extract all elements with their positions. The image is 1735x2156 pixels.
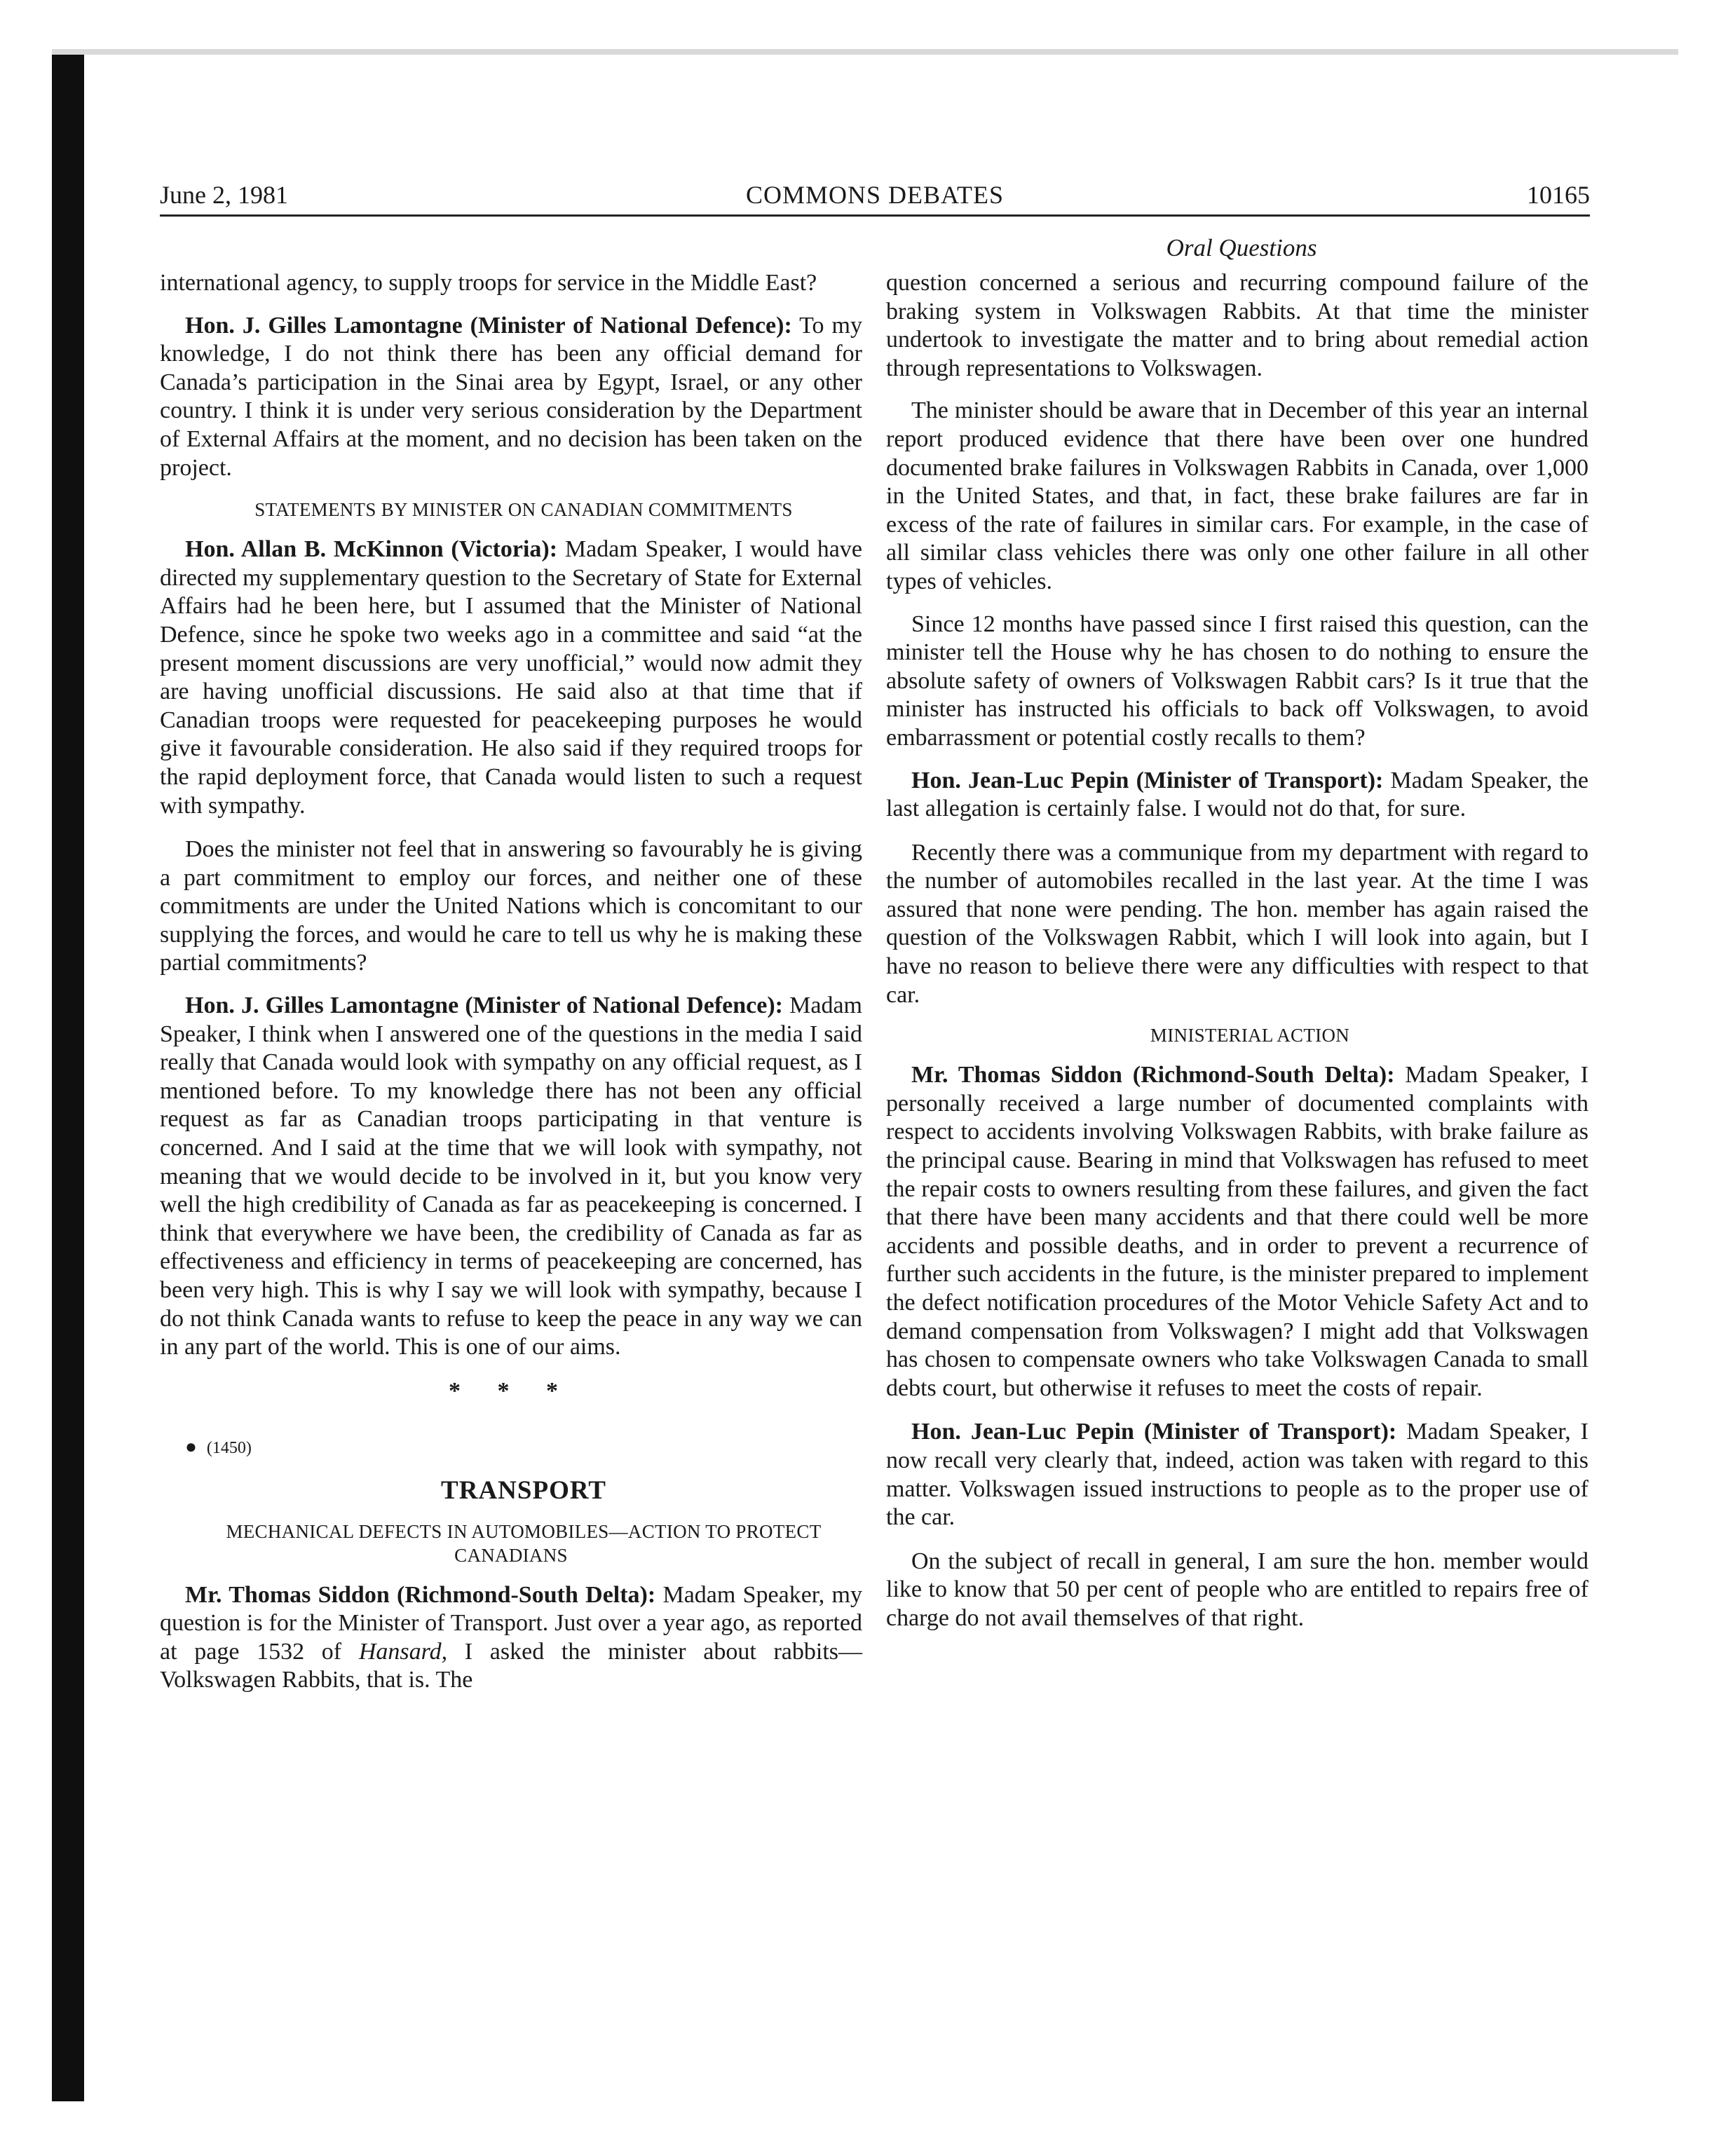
paragraph: The minister should be aware that in December of this year an internal report produced evidence that there have been over one hundred documented brake failures in Volkswagen Rabbits in Canada, over 1,000 in the United States, and that, in fact, these brake failures are far in excess of the rate of failures in similar cars. For example, in the case of all similar class vehicles there was only one other failure in all other types of vehicles. <box>886 397 1588 594</box>
speech-text: Madam Speaker, I think when I answered one of the questions in the media I said really that Canada would look with sympathy on any official request, as I mentioned before. To my knowledge there has not been any official request as far as Canadian troops participating in that venture is concerned. And I said at the time that we will look with sympathy, not meaning that we would decide to be involved in it, but you know very well the high credibility of Canada as far as peacekeeping is concerned. I think that everywhere we have been, the credibility of Canada as far as effectiveness and efficiency in terms of peacekeeping are concerned, has been very high. This is why I say we will look with sympathy, because I do not think Canada wants to refuse to keep the peace in any way we can in any part of the world. This is one of our aims. <box>160 992 863 1360</box>
speaker-name: Hon. J. Gilles Lamontagne (Minister of National Defence): <box>185 992 783 1019</box>
section-separator: * * * <box>449 1377 573 1404</box>
speech-text: I asked the minister about rabbits—Volkswagen Rabbits, that is. The <box>160 1638 862 1693</box>
speech-text: Madam Speaker, the last allegation is certainly false. I would not do that, for sure. <box>886 767 1588 822</box>
section-heading: TRANSPORT <box>441 1475 606 1505</box>
speaker-name: Mr. Thomas Siddon (Richmond-South Delta): <box>911 1062 1395 1089</box>
speech-paragraph <box>160 1581 862 1695</box>
scan-binding-edge <box>52 50 84 2101</box>
speech-paragraph <box>886 1061 1588 1403</box>
paragraph: question concerned a serious and recurring compound failure of the braking system in Volkswagen Rabbits. At that time the minister undertook to investigate the matter and to bring about remedial action through representations to Volkswagen. <box>886 270 1588 381</box>
header-rule <box>160 214 1590 217</box>
italic-citation: Hansard, <box>358 1638 448 1665</box>
paragraph: Since 12 months have passed since I first raised this question, can the minister tell the House why he has chosen to do nothing to ensure the absolute safety of owners of Volkswagen Rabbit cars? Is it true that the minister has instructed his officials to back off Volkswagen, to avoid embarrassment or potential costly recalls to them? <box>886 610 1588 751</box>
speaker-name: Hon. Jean-Luc Pepin (Minister of Transport): <box>911 1419 1397 1445</box>
speech-paragraph <box>886 1418 1588 1531</box>
paragraph: On the subject of recall in general, I am sure the hon. member would like to know that 50 per cent of people who are entitled to repairs free of charge do not avail themselves of that right. <box>886 1548 1588 1631</box>
header-date: June 2, 1981 <box>160 181 288 209</box>
speech-text: Madam Speaker, I personally received a large number of documented complaints with respect to accidents involving Volkswagen Rabbits, with brake failure as the principal cause. Bearing in mind that Volkswagen has refused to meet the repair costs to owners resulting from these failures, and given the fact that there have been many accidents and that there could well be more accidents and possible deaths, and in order to prevent a recurrence of further such accidents in the future, is the minister prepared to implement the defect notification procedures of the Motor Vehicle Safety Act and to demand compensation from Volkswagen? I might add that Volkswagen has chosen to compensate owners who take Volkswagen Canada to small debts court, but otherwise it refuses to meet the costs of repair. <box>886 1062 1589 1401</box>
speech-paragraph <box>160 312 862 483</box>
speaker-name: Mr. Thomas Siddon (Richmond-South Delta): <box>185 1581 656 1608</box>
running-header <box>160 175 1590 214</box>
timestamp-text: (1450) <box>206 1439 252 1458</box>
bullet-icon: ● <box>185 1436 197 1459</box>
speech-text: To my knowledge, I do not think there has been any official demand for Canada’s participation in the Sinai area by Egypt, Israel, or any other country. I think it is under very serious consideration by the Department of External Affairs at the moment, and no decision has been taken on the project. <box>160 312 862 481</box>
paragraph: international agency, to supply troops for service in the Middle East? <box>160 270 817 296</box>
speech-text: Madam Speaker, I now recall very clearly that, indeed, action was taken with regard to this matter. Volkswagen issued instructions to people as to the proper use of the car. <box>886 1419 1588 1531</box>
header-page-number: 10165 <box>1527 181 1590 209</box>
section-tag: Oral Questions <box>1166 234 1317 261</box>
subsection-heading: STATEMENTS BY MINISTER ON CANADIAN COMMITMENTS <box>254 499 793 521</box>
speaker-name: Hon. J. Gilles Lamontagne (Minister of National Defence): <box>185 312 792 339</box>
speech-paragraph <box>160 992 862 1362</box>
scan-top-edge <box>52 49 1678 55</box>
speech-paragraph <box>160 535 862 820</box>
subsection-heading: MINISTERIAL ACTION <box>1150 1025 1350 1046</box>
paragraph: Recently there was a communique from my department with regard to the number of automobiles recalled in the last year. At the time I was assured that none were pending. The hon. member has again raised the question of the Volkswagen Rabbit, which I will look into again, but I have no reason to believe there were any difficulties with respect to that car. <box>886 839 1588 1008</box>
speaker-name: Hon. Allan B. McKinnon (Victoria): <box>185 536 558 563</box>
speech-text: Madam Speaker, I would have directed my supplementary question to the Secretary of State for External Affairs had he been here, but I assumed that the Minister of National Defence, since he spoke two weeks ago in a committee and said “at the present moment discussions are very unofficial,” would now admit they are having unofficial discussions. He said also at that time that if Canadian troops were requested for peacekeeping purposes he would give it favourable consideration. He also said if they required troops for the rapid deployment force, that Canada would listen to such a request with sympathy. <box>160 536 862 819</box>
right-column <box>886 269 1588 1647</box>
paragraph: Does the minister not feel that in answering so favourably he is giving a part commitment to employ our forces, and neither one of these commitments are under the United Nations which is concomitant to our supplying the forces, and would he care to tell us why he is making these partial commitments? <box>160 836 862 976</box>
speech-text: Madam Speaker, my question is for the Minister of Transport. Just over a year ago, as reported at page 1532 of <box>160 1581 863 1665</box>
speaker-name: Hon. Jean-Luc Pepin (Minister of Transport): <box>911 767 1384 793</box>
left-column <box>160 269 862 1710</box>
subsection-heading: MECHANICAL DEFECTS IN AUTOMOBILES—ACTION TO PROTECT CANADIANS <box>226 1520 822 1566</box>
speech-paragraph <box>886 767 1588 824</box>
header-title: COMMONS DEBATES <box>745 181 1005 209</box>
timestamp <box>160 1433 862 1463</box>
